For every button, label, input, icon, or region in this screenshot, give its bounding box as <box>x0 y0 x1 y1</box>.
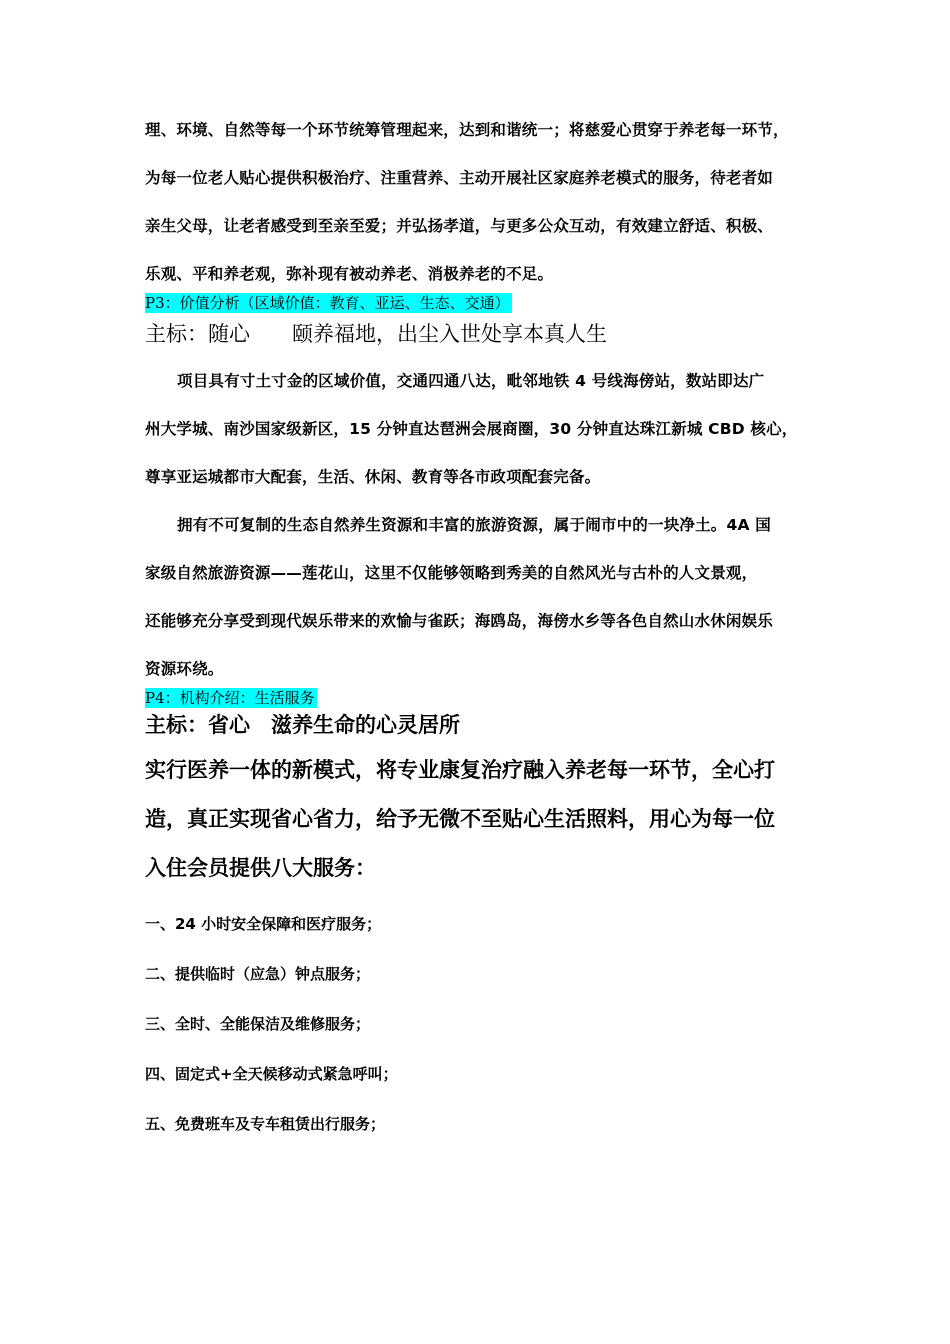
text-line: 为每一位老人贴心提供积极治疗、注重营养、主动开展社区家庭养老模式的服务，待老者如 <box>145 169 774 187</box>
text-line: 理、环境、自然等每一个环节统筹管理起来，达到和谐统一；将慈爱心贯穿于养老每一环节， <box>145 121 789 139</box>
text-line: 家级自然旅游资源——莲花山，这里不仅能够领略到秀美的自然风光与古朴的人文景观， <box>145 564 758 582</box>
section-marker-p4: P4：机构介绍：生活服务 <box>145 689 315 707</box>
text-line: 项目具有寸土寸金的区域价值，交通四通八达，毗邻地铁 4 号线海傍站，数站即达广 <box>177 372 765 390</box>
section-marker-p3: P3：价值分析（区域价值：教育、亚运、生态、交通） <box>145 294 510 312</box>
service-item: 四、固定式+全天候移动式紧急呼叫； <box>145 1065 398 1083</box>
text-line: 拥有不可复制的生态自然养生资源和丰富的旅游资源，属于闹市中的一块净土。4A 国 <box>177 516 771 534</box>
text-line: 乐观、平和养老观，弥补现有被动养老、消极养老的不足。 <box>145 265 554 283</box>
lead-line: 入住会员提供八大服务： <box>145 856 376 880</box>
text-line: 还能够充分享受到现代娱乐带来的欢愉与雀跃；海鸥岛，海傍水乡等各色自然山水休闲娱乐 <box>145 612 774 630</box>
lead-line: 实行医养一体的新模式，将专业康复治疗融入养老每一环节，全心打 <box>145 758 775 782</box>
text-line: 尊享亚运城都市大配套，生活、休闲、教育等各市政项配套完备。 <box>145 468 601 486</box>
section-marker-row <box>145 688 825 710</box>
service-item: 五、免费班车及专车租赁出行服务； <box>145 1115 386 1133</box>
text-line: 州大学城、南沙国家级新区，15 分钟直达琶洲会展商圈，30 分钟直达珠江新城 CBD 核心， <box>145 420 798 438</box>
section-marker-row <box>145 293 825 315</box>
section-p4 <box>145 688 825 1149</box>
service-item: 三、全时、全能保洁及维修服务； <box>145 1015 371 1033</box>
lead-line: 造，真正实现省心省力，给予无微不至贴心生活照料，用心为每一位 <box>145 807 775 831</box>
section-title-p3: 主标：随心 颐养福地，出尘入世处享本真人生 <box>145 322 607 346</box>
document-page <box>145 106 825 1149</box>
service-item: 一、24 小时安全保障和医疗服务； <box>145 915 382 933</box>
intro-paragraph <box>145 106 825 298</box>
text-line: 亲生父母，让老者感受到至亲至爱；并弘扬孝道，与更多公众互动，有效建立舒适、积极、 <box>145 217 774 235</box>
section-title-p4: 主标：省心 滋养生命的心灵居所 <box>145 713 460 737</box>
section-p3 <box>145 293 825 693</box>
service-item: 二、提供临时（应急）钟点服务； <box>145 965 371 983</box>
text-line: 资源环绕。 <box>145 660 224 678</box>
